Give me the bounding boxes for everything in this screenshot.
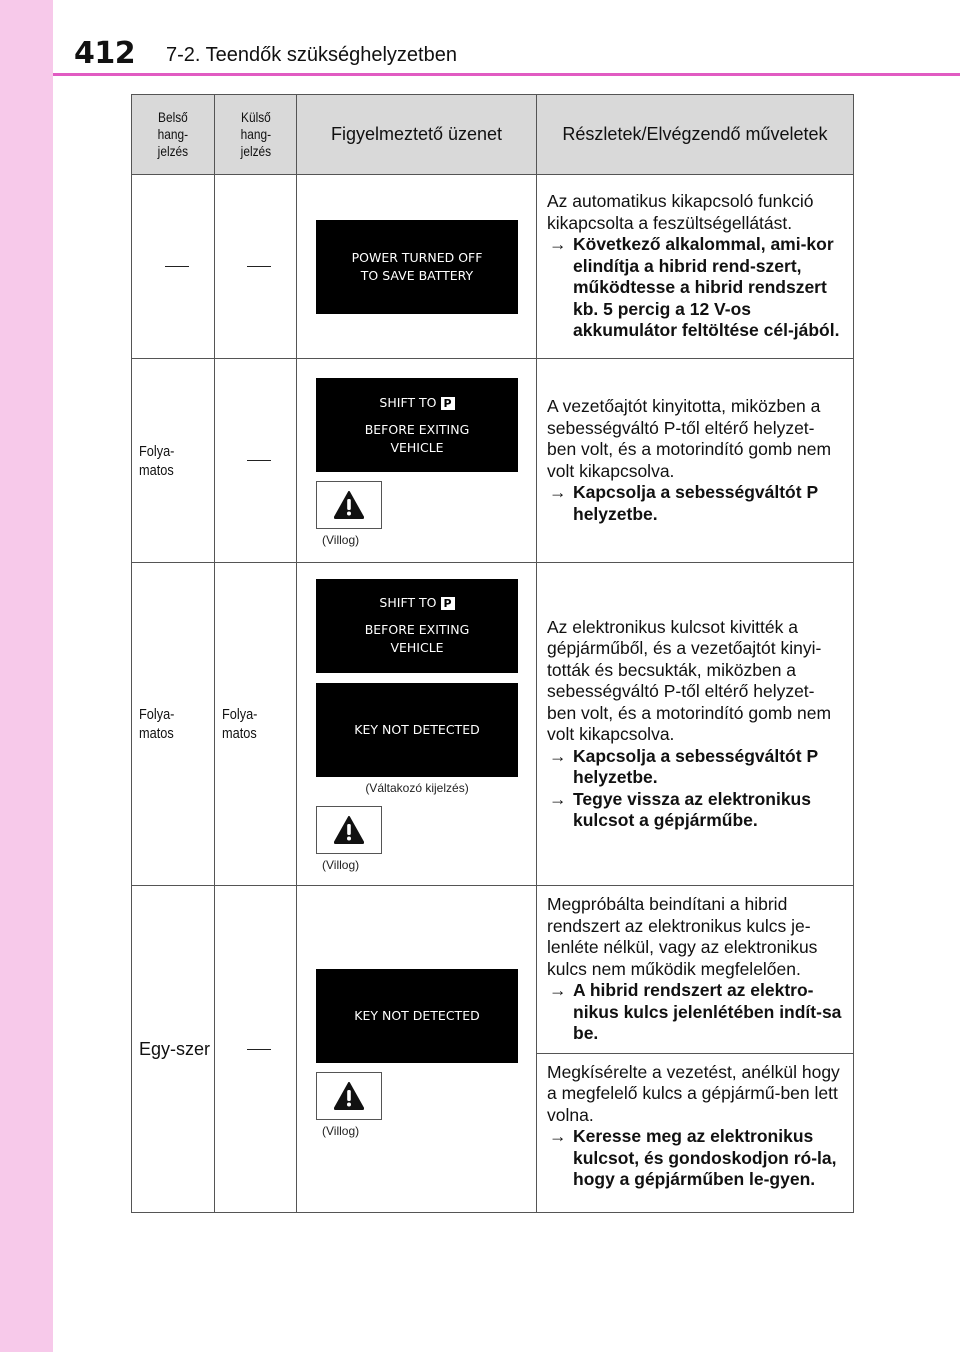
- detail-action: → Keresse meg az elektronikus kulcsot, és gondoskodjon ró-la, hogy a gépjárműben le-gyen.: [549, 1126, 837, 1189]
- none-dash: [247, 460, 271, 461]
- detail-action: → Következő alkalommal, ami-kor elindítja a hibrid rend-szert, működtesse a hibrid rendszert kb. 5 percig a 12 V-os akkumulátor feltöltése cél-jából.: [549, 234, 840, 341]
- blinking-caption: (Villog): [322, 857, 360, 872]
- message-cell: [297, 175, 537, 359]
- external-sound-cell: [215, 359, 297, 563]
- detail-action: → Kapcsolja a sebességváltót P helyzetbe.: [549, 745, 818, 787]
- warning-triangle-icon: [334, 816, 364, 844]
- table-row: [132, 886, 854, 1213]
- message-cell: [297, 563, 537, 886]
- display-screen: KEY NOT DETECTED: [316, 969, 518, 1063]
- header-internal-sound: Belső hang- jelzés: [132, 95, 215, 175]
- detail-description: Az automatikus kikapcsoló funkció kikapcsolta a feszültségellátást.: [547, 191, 814, 233]
- warning-triangle-icon: [334, 491, 364, 519]
- none-dash: [247, 266, 271, 267]
- blinking-caption: (Villog): [322, 1123, 360, 1138]
- alternating-caption: (Váltakozó kijelzés): [365, 780, 469, 795]
- detail-cell: [537, 175, 854, 359]
- detail-description: Megpróbálta beindítani a hibrid rendszert az elektronikus kulcs je-lenléte nélkül, vagy az elektronikus kulcs nem működik megfelelően.: [547, 894, 818, 979]
- internal-sound-cell: [132, 175, 215, 359]
- none-dash: [247, 1049, 271, 1050]
- header-external-sound: Külső hang- jelzés: [215, 95, 297, 175]
- external-sound-cell: Folya-matos: [215, 563, 297, 886]
- detail-action: → A hibrid rendszert az elektro-nikus kulcs jelenlétében indít-sa be.: [549, 980, 842, 1043]
- internal-sound-cell: Folya-matos: [132, 359, 215, 563]
- header-details: Részletek/Elvégzendő műveletek: [537, 95, 854, 175]
- arrow-icon: →: [549, 788, 567, 809]
- warning-table: [131, 94, 854, 1213]
- section-title: 7-2. Teendők szükséghelyzetben: [166, 44, 457, 66]
- arrow-icon: →: [549, 234, 567, 255]
- blinking-caption: (Villog): [322, 533, 360, 547]
- table-header-row: [132, 95, 854, 175]
- header-divider: [53, 73, 960, 76]
- arrow-icon: →: [549, 482, 567, 502]
- detail-cell: [537, 359, 854, 563]
- none-dash: [165, 266, 189, 267]
- external-sound-cell: [215, 175, 297, 359]
- display-screen: POWER TURNED OFF TO SAVE BATTERY: [316, 220, 518, 314]
- page-number: 412: [74, 36, 136, 71]
- table-row: [132, 175, 854, 359]
- detail-description: Az elektronikus kulcsot kivitték a gépjárműből, és a vezetőajtót kinyi-tották és becsukták, miközben a sebességváltó P-től eltérő helyzet-ben volt, és a motorindító gomb nem volt kikapcsolva.: [547, 616, 832, 744]
- detail-action: → Tegye vissza az elektronikus kulcsot a gépjárműbe.: [549, 788, 811, 830]
- internal-sound-cell: Egy-szer: [132, 886, 215, 1213]
- warning-indicator: [316, 1072, 382, 1120]
- arrow-icon: →: [549, 745, 567, 766]
- warning-triangle-icon: [334, 1082, 364, 1110]
- detail-cell: [537, 563, 854, 886]
- display-screen: SHIFT TO P BEFORE EXITING VEHICLE: [316, 378, 518, 472]
- arrow-icon: →: [549, 1126, 567, 1146]
- internal-sound-cell: Folya-matos: [132, 563, 215, 886]
- detail-subrow: [537, 1053, 853, 1191]
- detail-description: A vezetőajtót kinyitotta, miközben a sebességváltó P-től eltérő helyzet-ben volt, és a motorindító gomb nem volt kikapcsolva.: [547, 396, 832, 481]
- message-cell: [297, 886, 537, 1213]
- warning-indicator: [316, 806, 382, 854]
- detail-description: Megkísérelte a vezetést, anélkül hogy a megfelelő kulcs a gépjármű-ben lett volna.: [547, 1061, 840, 1125]
- message-cell: [297, 359, 537, 563]
- external-sound-cell: [215, 886, 297, 1213]
- display-screen-alt: KEY NOT DETECTED: [316, 683, 518, 777]
- side-color-strip: [0, 0, 53, 1352]
- table-row: [132, 563, 854, 886]
- detail-cell: [537, 886, 854, 1213]
- detail-action: → Kapcsolja a sebességváltót P helyzetbe.: [549, 482, 818, 524]
- arrow-icon: →: [549, 980, 567, 1000]
- header-warning-message: Figyelmeztető üzenet: [297, 95, 537, 175]
- warning-indicator: [316, 481, 382, 529]
- display-screen: SHIFT TO P BEFORE EXITING VEHICLE: [316, 579, 518, 673]
- table-row: [132, 359, 854, 563]
